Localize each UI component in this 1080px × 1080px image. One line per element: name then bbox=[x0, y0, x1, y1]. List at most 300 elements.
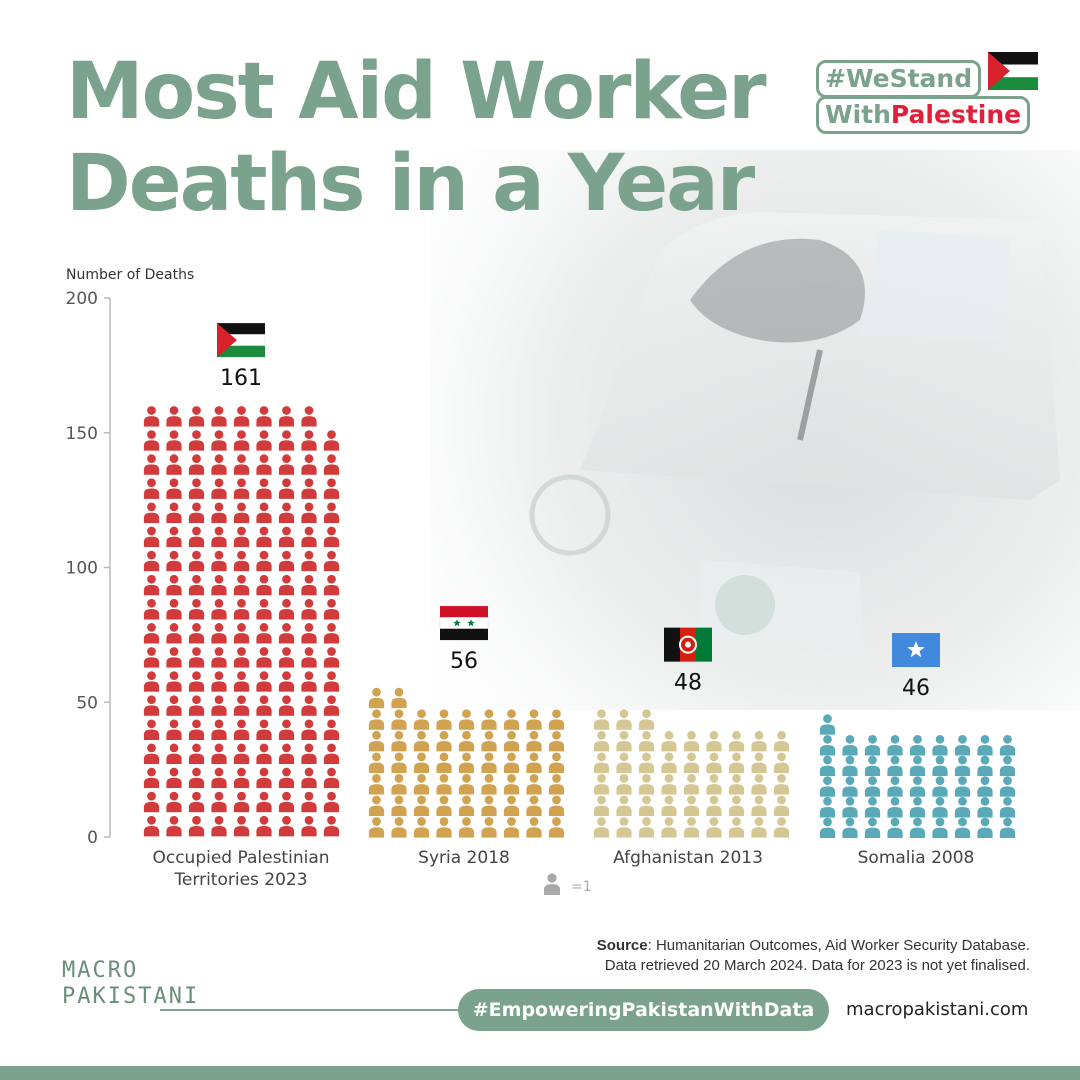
person-icon bbox=[144, 478, 159, 499]
palestine-flag-icon bbox=[217, 323, 265, 357]
person-icon bbox=[594, 731, 609, 752]
value-label: 46 bbox=[902, 676, 930, 702]
person-icon bbox=[234, 623, 249, 644]
person-icon bbox=[369, 731, 384, 752]
person-icon bbox=[661, 796, 676, 817]
title-line-2: Deaths in a Year bbox=[66, 139, 754, 229]
legend-text: =1 bbox=[571, 879, 592, 895]
person-icon bbox=[144, 623, 159, 644]
person-icon bbox=[301, 406, 316, 427]
person-icon bbox=[144, 551, 159, 572]
person-icon bbox=[189, 719, 204, 740]
person-icon bbox=[865, 776, 880, 797]
person-icon bbox=[616, 752, 631, 773]
person-icon bbox=[955, 756, 970, 777]
person-icon bbox=[256, 478, 271, 499]
person-icon bbox=[549, 752, 564, 773]
value-label: 48 bbox=[674, 670, 702, 696]
person-icon bbox=[436, 796, 451, 817]
website-link[interactable]: macropakistani.com bbox=[846, 999, 1029, 1020]
person-icon bbox=[526, 774, 541, 795]
person-icon bbox=[301, 527, 316, 548]
person-icon bbox=[189, 695, 204, 716]
person-icon bbox=[684, 752, 699, 773]
person-icon bbox=[504, 752, 519, 773]
person-icon bbox=[955, 818, 970, 839]
person-icon bbox=[842, 735, 857, 756]
person-icon bbox=[279, 719, 294, 740]
person-icon bbox=[706, 796, 721, 817]
person-icon bbox=[301, 719, 316, 740]
person-icon bbox=[955, 735, 970, 756]
person-icon bbox=[729, 752, 744, 773]
person-icon bbox=[526, 796, 541, 817]
person-icon bbox=[504, 731, 519, 752]
person-icon bbox=[144, 647, 159, 668]
person-icon bbox=[391, 774, 406, 795]
category-label: Somalia 2008 bbox=[857, 848, 975, 868]
person-icon bbox=[932, 776, 947, 797]
person-icon bbox=[144, 599, 159, 620]
person-icon bbox=[256, 719, 271, 740]
person-icon bbox=[211, 454, 226, 475]
person-icon bbox=[977, 756, 992, 777]
person-icon bbox=[887, 797, 902, 818]
person-icon bbox=[820, 776, 835, 797]
logo-line-1: MACRO bbox=[62, 958, 139, 983]
person-icon bbox=[144, 744, 159, 765]
person-icon bbox=[955, 797, 970, 818]
person-icon bbox=[211, 695, 226, 716]
person-icon bbox=[189, 551, 204, 572]
person-icon bbox=[144, 816, 159, 837]
person-icon bbox=[211, 768, 226, 789]
person-icon bbox=[324, 551, 339, 572]
person-icon bbox=[1000, 797, 1015, 818]
person-icon bbox=[256, 671, 271, 692]
person-icon bbox=[504, 709, 519, 730]
person-icon bbox=[481, 774, 496, 795]
person-icon bbox=[910, 756, 925, 777]
person-icon bbox=[977, 776, 992, 797]
y-axis-label: Number of Deaths bbox=[66, 267, 195, 283]
person-icon bbox=[279, 406, 294, 427]
person-icon bbox=[369, 752, 384, 773]
person-icon bbox=[256, 503, 271, 524]
person-icon bbox=[211, 647, 226, 668]
person-icon bbox=[751, 817, 766, 838]
person-icon bbox=[661, 774, 676, 795]
person-icon bbox=[189, 816, 204, 837]
badge-line-2 bbox=[816, 96, 1030, 134]
person-icon bbox=[234, 575, 249, 596]
person-icon bbox=[144, 671, 159, 692]
person-icon bbox=[301, 478, 316, 499]
person-icon bbox=[594, 796, 609, 817]
person-icon bbox=[189, 430, 204, 451]
person-icon bbox=[301, 551, 316, 572]
person-icon bbox=[526, 709, 541, 730]
person-icon bbox=[189, 478, 204, 499]
person-icon bbox=[211, 792, 226, 813]
person-icon bbox=[526, 817, 541, 838]
person-icon bbox=[279, 430, 294, 451]
person-icon bbox=[391, 688, 406, 709]
person-icon bbox=[234, 744, 249, 765]
person-icon bbox=[616, 774, 631, 795]
person-icon bbox=[324, 623, 339, 644]
person-icon bbox=[166, 671, 181, 692]
person-icon bbox=[301, 744, 316, 765]
person-icon bbox=[211, 744, 226, 765]
person-icon bbox=[301, 792, 316, 813]
person-icon bbox=[324, 503, 339, 524]
person-icon bbox=[414, 796, 429, 817]
person-icon bbox=[279, 647, 294, 668]
person-icon bbox=[639, 817, 654, 838]
person-icon bbox=[279, 454, 294, 475]
person-icon bbox=[684, 774, 699, 795]
person-icon bbox=[279, 478, 294, 499]
person-icon bbox=[166, 623, 181, 644]
person-icon bbox=[279, 816, 294, 837]
person-icon bbox=[414, 774, 429, 795]
person-icon bbox=[189, 768, 204, 789]
person-icon bbox=[865, 756, 880, 777]
person-icon bbox=[301, 575, 316, 596]
person-icon bbox=[774, 796, 789, 817]
person-icon bbox=[166, 551, 181, 572]
person-icon bbox=[166, 527, 181, 548]
person-icon bbox=[144, 719, 159, 740]
person-icon bbox=[549, 796, 564, 817]
person-icon bbox=[166, 575, 181, 596]
person-icon bbox=[166, 792, 181, 813]
person-icon bbox=[684, 796, 699, 817]
person-icon bbox=[189, 527, 204, 548]
person-icon bbox=[211, 671, 226, 692]
badge-palestine: Palestine bbox=[890, 100, 1022, 129]
person-icon bbox=[706, 774, 721, 795]
afghanistan-flag-icon bbox=[664, 628, 712, 662]
source-note bbox=[597, 936, 1030, 976]
person-icon bbox=[391, 709, 406, 730]
person-icon bbox=[234, 599, 249, 620]
person-icon bbox=[549, 731, 564, 752]
person-icon bbox=[639, 796, 654, 817]
person-icon bbox=[729, 731, 744, 752]
person-icon bbox=[932, 818, 947, 839]
person-icon bbox=[391, 796, 406, 817]
person-icon bbox=[324, 792, 339, 813]
person-icon bbox=[369, 796, 384, 817]
person-icon bbox=[279, 792, 294, 813]
person-icon bbox=[706, 752, 721, 773]
person-icon bbox=[211, 478, 226, 499]
person-icon bbox=[144, 768, 159, 789]
person-icon bbox=[256, 792, 271, 813]
footer-divider bbox=[160, 1009, 460, 1011]
person-icon bbox=[211, 719, 226, 740]
person-icon bbox=[955, 776, 970, 797]
person-icon bbox=[324, 478, 339, 499]
person-icon bbox=[436, 752, 451, 773]
person-icon bbox=[414, 817, 429, 838]
person-icon bbox=[166, 406, 181, 427]
person-icon bbox=[661, 731, 676, 752]
person-icon bbox=[144, 430, 159, 451]
person-icon bbox=[865, 797, 880, 818]
person-icon bbox=[820, 756, 835, 777]
title-line-1: Most Aid Worker bbox=[66, 47, 765, 137]
person-icon bbox=[324, 768, 339, 789]
person-icon bbox=[301, 768, 316, 789]
person-icon bbox=[1000, 776, 1015, 797]
person-icon bbox=[189, 599, 204, 620]
person-icon bbox=[189, 671, 204, 692]
person-icon bbox=[842, 818, 857, 839]
person-icon bbox=[842, 756, 857, 777]
person-icon bbox=[414, 731, 429, 752]
person-icon bbox=[639, 709, 654, 730]
person-icon bbox=[661, 752, 676, 773]
person-icon bbox=[166, 430, 181, 451]
person-icon bbox=[234, 406, 249, 427]
person-icon bbox=[481, 709, 496, 730]
person-icon bbox=[820, 818, 835, 839]
person-icon bbox=[414, 709, 429, 730]
person-icon bbox=[774, 752, 789, 773]
person-icon bbox=[932, 756, 947, 777]
person-icon bbox=[166, 599, 181, 620]
person-icon bbox=[369, 817, 384, 838]
person-icon bbox=[774, 817, 789, 838]
person-icon bbox=[301, 599, 316, 620]
person-icon bbox=[189, 406, 204, 427]
person-icon bbox=[279, 599, 294, 620]
person-icon bbox=[436, 709, 451, 730]
person-icon bbox=[256, 647, 271, 668]
person-icon bbox=[594, 817, 609, 838]
person-icon bbox=[166, 503, 181, 524]
person-icon bbox=[977, 735, 992, 756]
person-icon bbox=[594, 752, 609, 773]
person-icon bbox=[932, 797, 947, 818]
category-label: Afghanistan 2013 bbox=[613, 848, 763, 868]
person-icon bbox=[279, 503, 294, 524]
legend bbox=[544, 873, 592, 895]
person-icon bbox=[234, 478, 249, 499]
person-icon bbox=[369, 688, 384, 709]
person-icon bbox=[706, 731, 721, 752]
person-icon bbox=[414, 752, 429, 773]
bar-1 bbox=[369, 606, 564, 868]
person-icon bbox=[166, 744, 181, 765]
person-icon bbox=[910, 776, 925, 797]
y-tick-label: 150 bbox=[65, 423, 98, 444]
person-icon bbox=[279, 623, 294, 644]
person-icon bbox=[820, 797, 835, 818]
person-icon bbox=[166, 454, 181, 475]
person-icon bbox=[504, 774, 519, 795]
person-icon bbox=[481, 796, 496, 817]
person-icon bbox=[189, 575, 204, 596]
person-icon bbox=[324, 454, 339, 475]
person-icon bbox=[211, 575, 226, 596]
person-icon bbox=[234, 816, 249, 837]
logo-line-2: PAKISTANI bbox=[62, 984, 200, 1009]
person-icon bbox=[526, 731, 541, 752]
person-icon bbox=[234, 647, 249, 668]
person-icon bbox=[256, 575, 271, 596]
person-icon bbox=[144, 575, 159, 596]
somalia-flag-icon bbox=[892, 633, 940, 667]
badge-with: With bbox=[825, 100, 891, 129]
person-icon bbox=[234, 671, 249, 692]
person-icon bbox=[616, 817, 631, 838]
person-icon bbox=[144, 503, 159, 524]
person-icon bbox=[256, 527, 271, 548]
syria-flag-icon bbox=[440, 606, 488, 640]
person-icon bbox=[256, 430, 271, 451]
badge-line-1: #WeStand bbox=[816, 60, 981, 98]
person-icon bbox=[324, 695, 339, 716]
person-icon bbox=[301, 503, 316, 524]
person-icon bbox=[639, 731, 654, 752]
person-icon bbox=[301, 430, 316, 451]
person-icon bbox=[166, 478, 181, 499]
person-icon bbox=[684, 817, 699, 838]
person-icon bbox=[211, 551, 226, 572]
person-icon bbox=[256, 454, 271, 475]
person-icon bbox=[459, 817, 474, 838]
person-icon bbox=[729, 774, 744, 795]
person-icon bbox=[211, 623, 226, 644]
person-icon bbox=[369, 774, 384, 795]
category-label: Occupied Palestinian bbox=[152, 848, 330, 868]
person-icon bbox=[751, 752, 766, 773]
person-icon bbox=[526, 752, 541, 773]
person-icon bbox=[166, 816, 181, 837]
person-icon bbox=[594, 709, 609, 730]
person-icon bbox=[234, 430, 249, 451]
person-icon bbox=[459, 731, 474, 752]
person-icon bbox=[324, 719, 339, 740]
bar-3 bbox=[820, 633, 1015, 868]
category-label: Syria 2018 bbox=[418, 848, 510, 868]
person-icon bbox=[211, 503, 226, 524]
person-icon bbox=[324, 816, 339, 837]
person-icon bbox=[144, 695, 159, 716]
person-icon bbox=[211, 816, 226, 837]
person-icon bbox=[144, 406, 159, 427]
person-icon bbox=[729, 796, 744, 817]
y-tick-label: 100 bbox=[65, 558, 98, 579]
person-icon bbox=[887, 756, 902, 777]
person-icon bbox=[279, 744, 294, 765]
person-icon bbox=[751, 796, 766, 817]
person-icon bbox=[256, 551, 271, 572]
y-tick-label: 0 bbox=[87, 828, 98, 848]
y-axis bbox=[66, 289, 110, 848]
value-label: 56 bbox=[450, 649, 478, 675]
person-icon bbox=[324, 671, 339, 692]
value-label: 161 bbox=[220, 366, 262, 392]
person-icon bbox=[481, 817, 496, 838]
person-icon bbox=[211, 406, 226, 427]
person-icon bbox=[189, 503, 204, 524]
person-icon bbox=[256, 623, 271, 644]
person-icon bbox=[189, 623, 204, 644]
person-icon bbox=[751, 731, 766, 752]
person-icon bbox=[234, 695, 249, 716]
person-icon bbox=[865, 818, 880, 839]
page-title bbox=[66, 46, 765, 230]
person-icon bbox=[459, 752, 474, 773]
person-icon bbox=[234, 792, 249, 813]
person-icon bbox=[279, 551, 294, 572]
person-icon bbox=[166, 719, 181, 740]
person-icon bbox=[549, 709, 564, 730]
person-icon bbox=[910, 735, 925, 756]
person-icon bbox=[189, 454, 204, 475]
person-icon bbox=[279, 768, 294, 789]
person-icon bbox=[842, 797, 857, 818]
person-icon bbox=[729, 817, 744, 838]
hashtag-pill: #EmpoweringPakistanWithData bbox=[458, 989, 829, 1031]
person-icon bbox=[234, 454, 249, 475]
person-icon bbox=[144, 527, 159, 548]
person-icon bbox=[189, 744, 204, 765]
person-icon bbox=[481, 731, 496, 752]
person-icon bbox=[211, 527, 226, 548]
person-icon bbox=[504, 817, 519, 838]
person-icon bbox=[279, 575, 294, 596]
y-tick-label: 50 bbox=[76, 693, 98, 714]
person-icon bbox=[391, 731, 406, 752]
footer-bar bbox=[0, 1066, 1080, 1080]
person-icon bbox=[820, 735, 835, 756]
person-icon bbox=[549, 774, 564, 795]
person-icon bbox=[977, 818, 992, 839]
person-icon bbox=[324, 527, 339, 548]
person-icon bbox=[594, 774, 609, 795]
person-icon bbox=[324, 647, 339, 668]
person-icon bbox=[481, 752, 496, 773]
person-icon bbox=[166, 768, 181, 789]
person-icon bbox=[279, 671, 294, 692]
person-icon bbox=[639, 752, 654, 773]
person-icon bbox=[459, 796, 474, 817]
person-icon bbox=[211, 430, 226, 451]
person-icon bbox=[189, 792, 204, 813]
person-icon bbox=[910, 797, 925, 818]
person-icon bbox=[324, 744, 339, 765]
person-icon bbox=[459, 774, 474, 795]
person-icon bbox=[166, 695, 181, 716]
person-icon bbox=[459, 709, 474, 730]
person-icon bbox=[234, 551, 249, 572]
person-icon bbox=[661, 817, 676, 838]
person-icon bbox=[256, 816, 271, 837]
person-icon bbox=[391, 817, 406, 838]
person-icon bbox=[436, 731, 451, 752]
person-icon bbox=[279, 695, 294, 716]
person-icon bbox=[256, 695, 271, 716]
person-icon bbox=[234, 503, 249, 524]
person-icon bbox=[436, 817, 451, 838]
y-tick-label: 200 bbox=[65, 289, 98, 309]
